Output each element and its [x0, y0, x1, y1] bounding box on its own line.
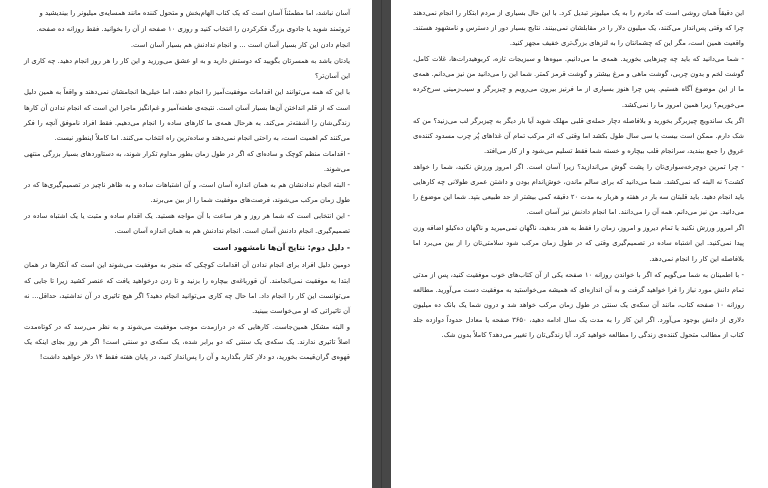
- gutter-divider: [381, 0, 382, 488]
- paragraph: - با اطمینان به شما می‌گویم که اگر با خواندن روزانه ۱۰ صفحه یکی از آن کتاب‌های خوب موفقیت کنید، پس از مدتی تمام دانش مورد نیاز را فرا خواهید گرفت و به آن اندازه‌ای که همیشه می‌خواستید به موفقیت دست می‌آورید. مطالعه روزانه ۱۰ صفحه کتاب، مانند آن سکه‌ی یک سنتی در طول زمان مرکب خواهد شد و درون شما یک بانک ده میلیون دلاری از دانش بوجود می‌آورد. اگر این کار را به مدت یک سال ادامه دهید، ۳۶۵۰ صفحه یا معادل حدوداً دوازده جلد کتاب از مطالب متحول کننده‌ی زندگی را مطالعه خواهید کرد. آیا زندگی‌تان را تغییر می‌دهد؟ کاملاً بدون شک.: [413, 270, 744, 339]
- right-page: [391, 0, 768, 488]
- book-gutter: [372, 0, 391, 488]
- paragraph: با این که همه می‌توانند این اقدامات موفقیت‌آمیز را انجام دهند، اما خیلی‌ها انجامشان نمی‌دهند و واقعاً به همین دلیل است که از قلم انداختن آن‌ها بسیار آسان است. نتیجه‌ی طعنه‌آمیز و غم‌انگیز ماجرا این است که انجام ندادن آن کارها زندگی‌شان را آشفته‌تر می‌کند. به هرحال همه‌ی ما کارهای ساده را انجام می‌دهیم. فقط افراد ناموفق آنچه را فکر می‌کنند کم اهمیت است، به راحتی انجام نمی‌دهند و ساده‌ترین راه انتخاب می‌کنند. اما کاملاً اینطور نیست.: [24, 88, 350, 142]
- left-page-text: [24, 6, 350, 365]
- paragraph: - البته انجام ندادنشان هم به همان اندازه آسان است، و آن اشتباهات ساده و به ظاهر ناچیز در تصمیم‌گیری‌ها که در طول زمان مرکب می‌شوند، فرصت‌های موفقیت شما را از بین می‌برند.: [24, 181, 350, 205]
- paragraph: - شما می‌دانید که باید چه چیزهایی بخورید. همه‌ی ما می‌دانیم. میوه‌ها و سبزیجات تازه، کربوهیدرات‌ها، غلات کامل، گوشت لخم و بدون چربی، گوشت ماهی و مرغ بیشتر و گوشت قرمز کمتر. شما این را می‌دانید من نیز می‌دانم. همه‌ی ما از این موضوع آگاه هستیم. پس چرا هنوز بسیاری از ما فرنیز بیرون می‌رویم و چیزبرگر و سیب‌زمینی سرخ‌کرده می‌خوریم؟ زیرا همین امروز ما را نمی‌کشد.: [413, 55, 744, 109]
- paragraph: دومین دلیل افراد برای انجام ندادن آن اقدامات کوچکی که منجر به موفقیت می‌شوند این است که آنکارها در همان ابتدا به موفقیت نمی‌انجامند. آن قورباغه‌ی بیچاره را بزنید و تا زدن درخواهید یافت که عنصر کشید زیرا تا جایی که می‌توانست این کار را انجام داد. اما حال چه کاری می‌توانید انجام دهید؟ اگر هیچ تاثیری در آن نداشتید، حداقل... نه آن تاثیراتی که او می‌خواست ببینید.: [24, 261, 350, 315]
- paragraph: یادتان باشد به همسرتان بگویید که دوستش دارید و به او عشق می‌ورزید و این کار را هر روز انجام دهید. چه کاری از این آسان‌تر؟: [24, 57, 350, 81]
- paragraph: انجام دادن این کار بسیار آسان است ... و انجام ندادنش هم بسیار آسان است.: [130, 41, 350, 50]
- paragraph: - اقدامات منظم کوچک و ساده‌ای که اگر در طول زمان بطور مداوم تکرار شوند، به دستاوردهای بسیار بزرگی منتهی می‌شوند.: [24, 149, 350, 173]
- paragraph: این دقیقاً همان روشی است که مادرم را به یک میلیونر تبدیل کرد. با این حال بسیاری از مردم ابتکار را انجام نمی‌دهند چرا که وقتی پس‌انداز می‌کنند، یک میلیون دلار را در مقابلشان نمی‌بینند. نتایج بسیار دور از دسترس و نامشهود هستند. واقعیت همین است، مگر این که چشمانتان را به لنزهای بزرگ‌تری خفیف مجهز کنید.: [413, 9, 744, 48]
- paragraph: آسان نباشد، اما مطمئناً آسان است که یک کتاب الهام‌بخش و متحول کننده مانند همسایه‌ی میلیونر را بیندیشید و: [39, 9, 350, 17]
- paragraph: اگر یک ساندویچ چیزبرگر بخورید و بلافاصله دچار حمله‌ی قلبی مهلک شوید آیا بار دیگر به چیزبرگر لب می‌زنید؟ من که شک دارم. ممکن است بیست یا سی سال طول بکشد اما وقتی که اثر مرکب تمام آن غذاهای پُر چرب مسدود کننده‌ی عروق را جمع ببندید، سرانجام قلب بیچاره و خسته شما فقط تسلیم می‌شود و از کار می‌افتد.: [413, 116, 744, 155]
- paragraph: و البته مشکل همین‌جاست. کارهایی که در درازمدت موجب موفقیت می‌شوند و به نظر می‌رسد که در کوتاه‌مدت اصلاً تاثیری ندارند. یک سکه‌ی یک سنتی که دو برابر شده، یک سکه‌ی دو سنتی است! اگر هر روز بجای اینکه یک قهوه‌ی گران‌قیمت بخورید، دو دلار کنار بگذارید و آن را پس‌انداز کنید، در پایان هفته فقط ۱۴ دلار خواهید داشت!: [24, 322, 350, 361]
- paragraph: اگر امروز ورزش نکنید یا تمام دیروز و امروز، زمان را فقط به هدر بدهید، ناگهان نمی‌میرید و ناگهان ده‌کیلو اضافه وزن پیدا نمی‌کنید. این اشتباه ساده در تصمیم‌گیری وقتی که در طول زمان مرکب شود سلامتی‌تان را از بین می‌برد اما بلافاصله این کار را انجام نمی‌دهد.: [413, 224, 744, 263]
- paragraph: - این انتخابی است که شما هر روز و هر ساعت با آن مواجه هستید. یک اقدام ساده و مثبت یا یک اشتباه ساده در تصمیم‌گیری. انجام دادنش آسان است. انجام ندادنش هم به همان اندازه آسان است.: [24, 212, 350, 236]
- paragraph: - چرا تمرین دوچرخه‌سواری‌تان را پشت گوش می‌اندازید؟ زیرا آسان است. اگر امروز ورزش نکنید، شما را خواهد کشت؟ نه البته که نمی‌کشد. شما می‌دانید که برای سالم ماندن، خوش‌اندام بودن و داشتن عمری طولانی چه کارهایی باید انجام دهید. باید قلبتان سه بار در هفته و هربار به مدت ۲۰ دقیقه کمی بیشتر از حد طبیعی بتپد. شما این موضوع را می‌دانید. من نیز می‌دانم. همه آن را می‌دانند. اما انجام دادنش نیز آسان است.: [413, 162, 745, 217]
- paragraph: ثروتمند شوید یا جادوی بزرگ فکرکردن را انتخاب کنید و روزی ۱۰ صفحه از آن را بخوانید. فقط روزانه ده صفحه.: [36, 25, 350, 34]
- left-page: [0, 0, 372, 488]
- section-heading: - دلیل دوم: نتایج آن‌ها نامشهود است: [212, 243, 350, 253]
- right-page-text: [413, 6, 744, 343]
